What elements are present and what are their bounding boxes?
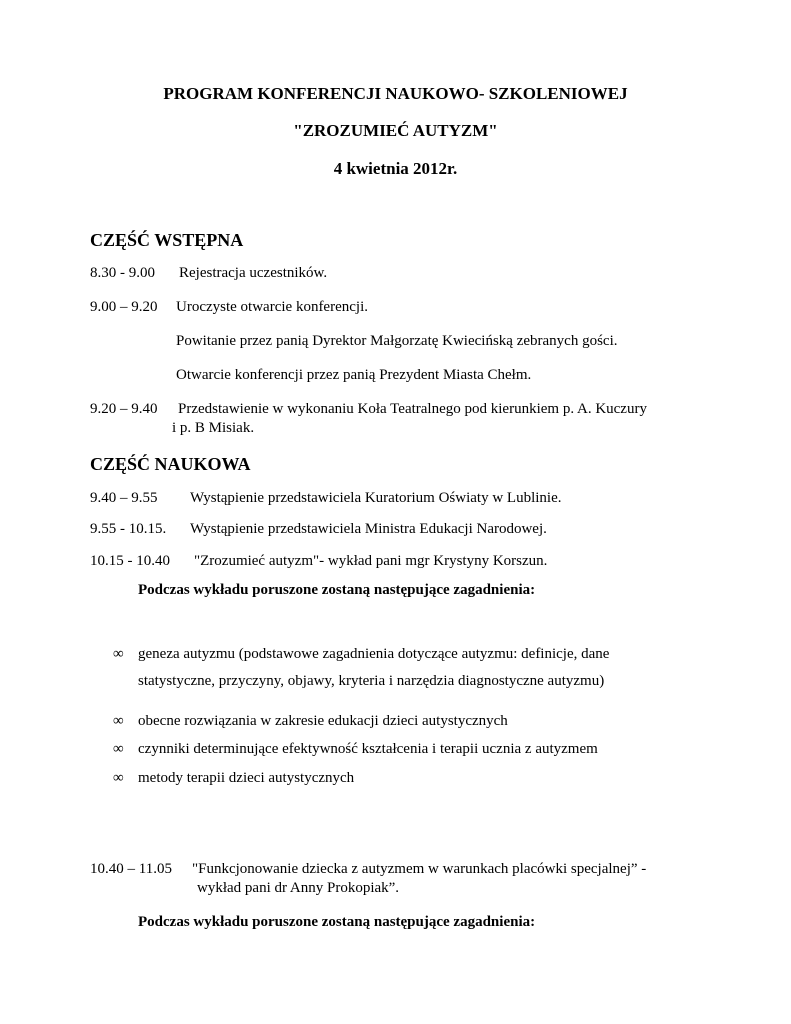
- bullet-item: obecne rozwiązania w zakresie edukacji dzieci autystycznych: [138, 713, 508, 729]
- document-title: PROGRAM KONFERENCJI NAUKOWO- SZKOLENIOWEJ: [163, 84, 628, 103]
- bullet-item: metody terapii dzieci autystycznych: [138, 770, 355, 786]
- issues-heading: Podczas wykładu poruszone zostaną następujące zagadnienia:: [138, 914, 536, 930]
- schedule-text: Uroczyste otwarcie konferencji.: [176, 299, 368, 315]
- schedule-subitem: Powitanie przez panią Dyrektor Małgorzatę Kwiecińską zebranych gości.: [176, 333, 618, 349]
- schedule-time: 8.30 - 9.00: [90, 265, 155, 281]
- schedule-time: 10.40 – 11.05: [90, 861, 172, 877]
- schedule-time: 9.20 – 9.40: [90, 401, 158, 417]
- schedule-time: 9.40 – 9.55: [90, 490, 158, 506]
- schedule-time: 9.55 - 10.15.: [90, 521, 167, 537]
- schedule-time: 10.15 - 10.40: [90, 553, 170, 569]
- schedule-text-continuation: wykład pani dr Anny Prokopiak”.: [197, 880, 400, 896]
- section-heading-introductory: CZĘŚĆ WSTĘPNA: [90, 230, 244, 250]
- infinity-bullet-icon: ∞: [113, 713, 124, 729]
- schedule-text-continuation: i p. B Misiak.: [172, 420, 255, 436]
- schedule-text: Wystąpienie przedstawiciela Ministra Edukacji Narodowej.: [190, 521, 547, 537]
- conference-date: 4 kwietnia 2012r.: [333, 159, 458, 178]
- schedule-text: Rejestracja uczestników.: [179, 265, 328, 281]
- schedule-time: 9.00 – 9.20: [90, 299, 158, 315]
- section-heading-scientific: CZĘŚĆ NAUKOWA: [90, 454, 251, 474]
- infinity-bullet-icon: ∞: [113, 770, 124, 786]
- conference-name: "ZROZUMIEĆ AUTYZM": [293, 121, 498, 140]
- bullet-item: geneza autyzmu (podstawowe zagadnienia dotyczące autyzmu: definicje, dane: [138, 646, 610, 662]
- issues-heading: Podczas wykładu poruszone zostaną następujące zagadnienia:: [138, 582, 536, 598]
- infinity-bullet-icon: ∞: [113, 646, 124, 662]
- schedule-text: "Zrozumieć autyzm"- wykład pani mgr Krystyny Korszun.: [194, 553, 548, 569]
- infinity-bullet-icon: ∞: [113, 741, 124, 757]
- schedule-text: Przedstawienie w wykonaniu Koła Teatralnego pod kierunkiem p. A. Kuczury: [178, 401, 647, 417]
- schedule-text: "Funkcjonowanie dziecka z autyzmem w warunkach placówki specjalnej” -: [192, 861, 647, 877]
- schedule-text: Wystąpienie przedstawiciela Kuratorium Oświaty w Lublinie.: [190, 490, 562, 506]
- schedule-subitem: Otwarcie konferencji przez panią Prezydent Miasta Chełm.: [176, 367, 532, 383]
- bullet-item-continuation: statystyczne, przyczyny, objawy, kryteria i narzędzia diagnostyczne autyzmu): [138, 673, 605, 689]
- bullet-item: czynniki determinujące efektywność kształcenia i terapii ucznia z autyzmem: [138, 741, 598, 757]
